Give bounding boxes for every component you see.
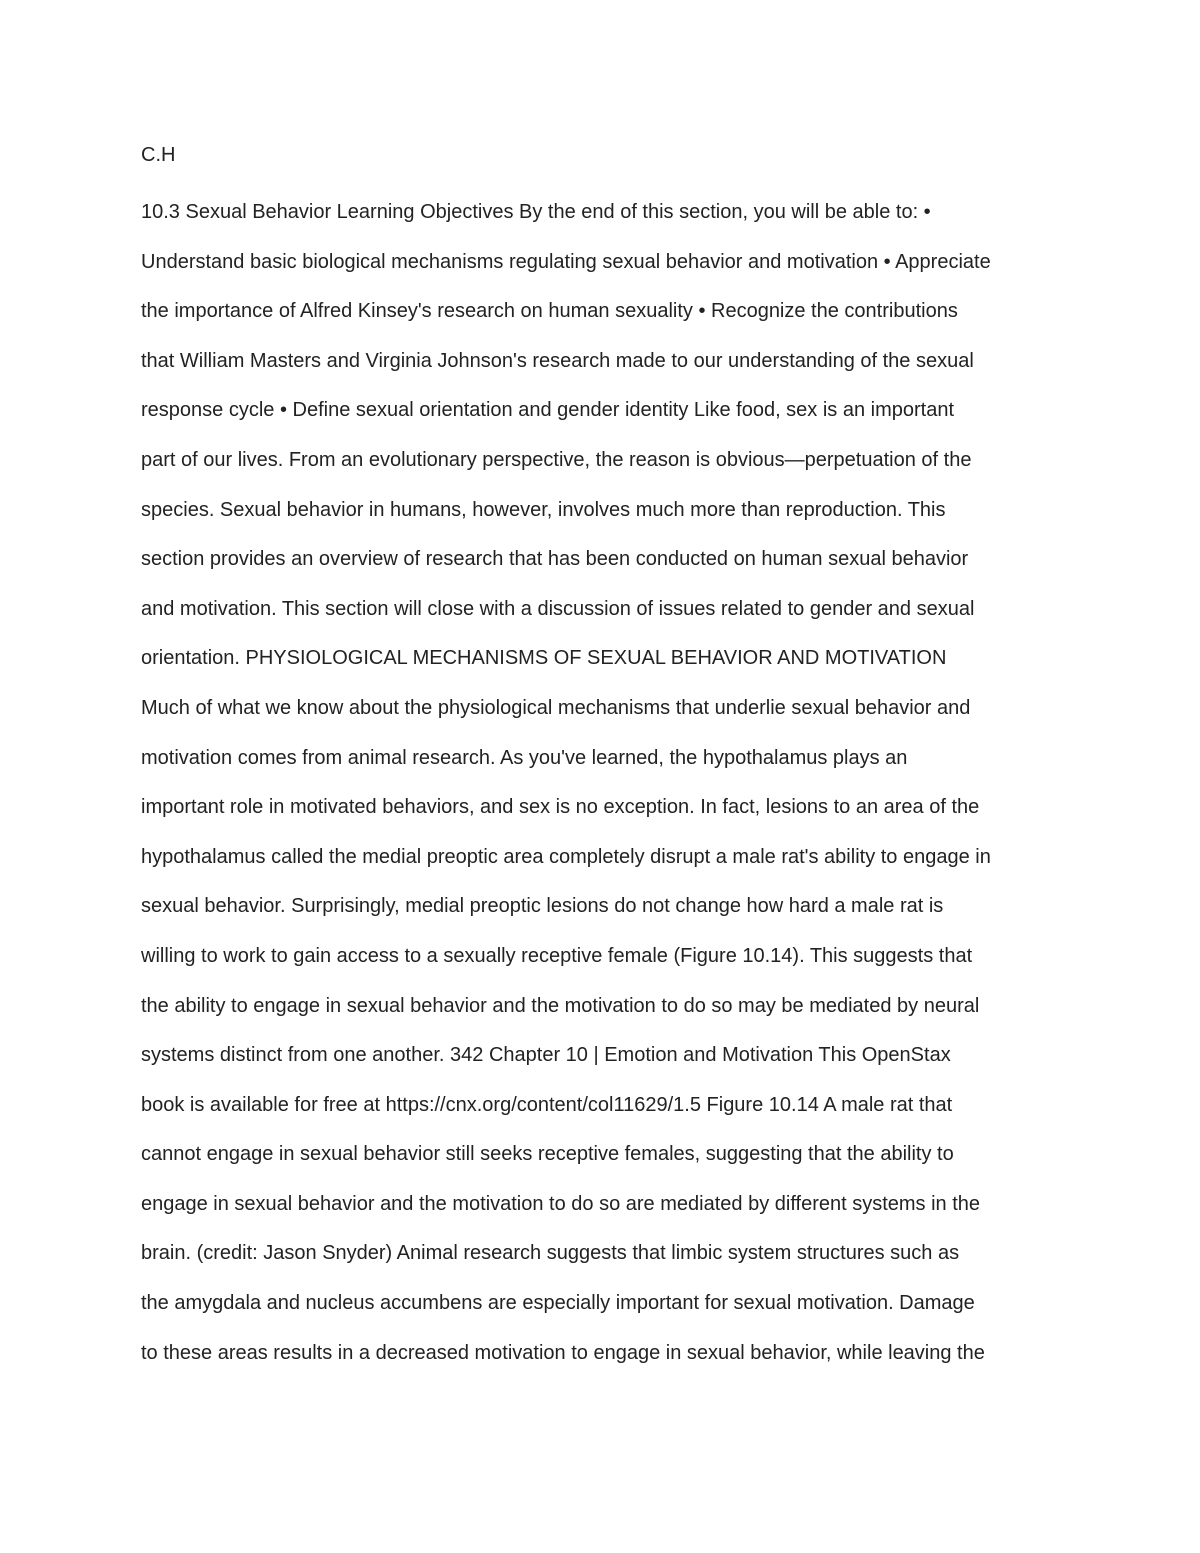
text-line: book is available for free at https://cnx.org/content/col11629/1.5 Figure 10.14 A male rat that bbox=[141, 1093, 953, 1116]
text-line: motivation comes from animal research. As you've learned, the hypothalamus plays an bbox=[141, 746, 908, 769]
text-line: Understand basic biological mechanisms regulating sexual behavior and motivation • Appreciate bbox=[141, 250, 991, 273]
text-line: the importance of Alfred Kinsey's research on human sexuality • Recognize the contributions bbox=[141, 300, 958, 323]
text-line: cannot engage in sexual behavior still seeks receptive females, suggesting that the ability to bbox=[141, 1143, 954, 1166]
text-line: systems distinct from one another. 342 Chapter 10 | Emotion and Motivation This OpenStax bbox=[141, 1044, 951, 1067]
page-header: C.H bbox=[141, 144, 176, 166]
body-text bbox=[141, 197, 1071, 1387]
text-line: sexual behavior. Surprisingly, medial preoptic lesions do not change how hard a male rat is bbox=[141, 895, 944, 918]
text-line: hypothalamus called the medial preoptic area completely disrupt a male rat's ability to engage in bbox=[141, 845, 991, 868]
text-line: willing to work to gain access to a sexually receptive female (Figure 10.14). This suggests that bbox=[141, 944, 973, 967]
text-line: and motivation. This section will close with a discussion of issues related to gender and sexual bbox=[141, 597, 975, 620]
text-line: the amygdala and nucleus accumbens are especially important for sexual motivation. Damage bbox=[141, 1292, 975, 1315]
text-line: that William Masters and Virginia Johnson's research made to our understanding of the sexual bbox=[141, 349, 974, 372]
text-line: the ability to engage in sexual behavior and the motivation to do so may be mediated by neural bbox=[141, 994, 980, 1017]
text-line: brain. (credit: Jason Snyder) Animal research suggests that limbic system structures such as bbox=[141, 1242, 960, 1265]
text-line: important role in motivated behaviors, and sex is no exception. In fact, lesions to an area of the bbox=[141, 796, 980, 819]
text-line: Much of what we know about the physiological mechanisms that underlie sexual behavior and bbox=[141, 696, 971, 719]
text-line: to these areas results in a decreased motivation to engage in sexual behavior, while leaving the bbox=[141, 1341, 985, 1364]
text-line: response cycle • Define sexual orientation and gender identity Like food, sex is an important bbox=[141, 399, 955, 422]
text-line: part of our lives. From an evolutionary perspective, the reason is obvious—perpetuation of the bbox=[141, 448, 972, 471]
text-line: species. Sexual behavior in humans, however, involves much more than reproduction. This bbox=[141, 498, 946, 521]
text-line: 10.3 Sexual Behavior Learning Objectives By the end of this section, you will be able to: • bbox=[141, 201, 931, 223]
text-line: engage in sexual behavior and the motivation to do so are mediated by different systems in the bbox=[141, 1192, 981, 1215]
text-line: section provides an overview of research that has been conducted on human sexual behavior bbox=[141, 548, 969, 571]
text-line: orientation. PHYSIOLOGICAL MECHANISMS OF SEXUAL BEHAVIOR AND MOTIVATION bbox=[141, 647, 947, 670]
